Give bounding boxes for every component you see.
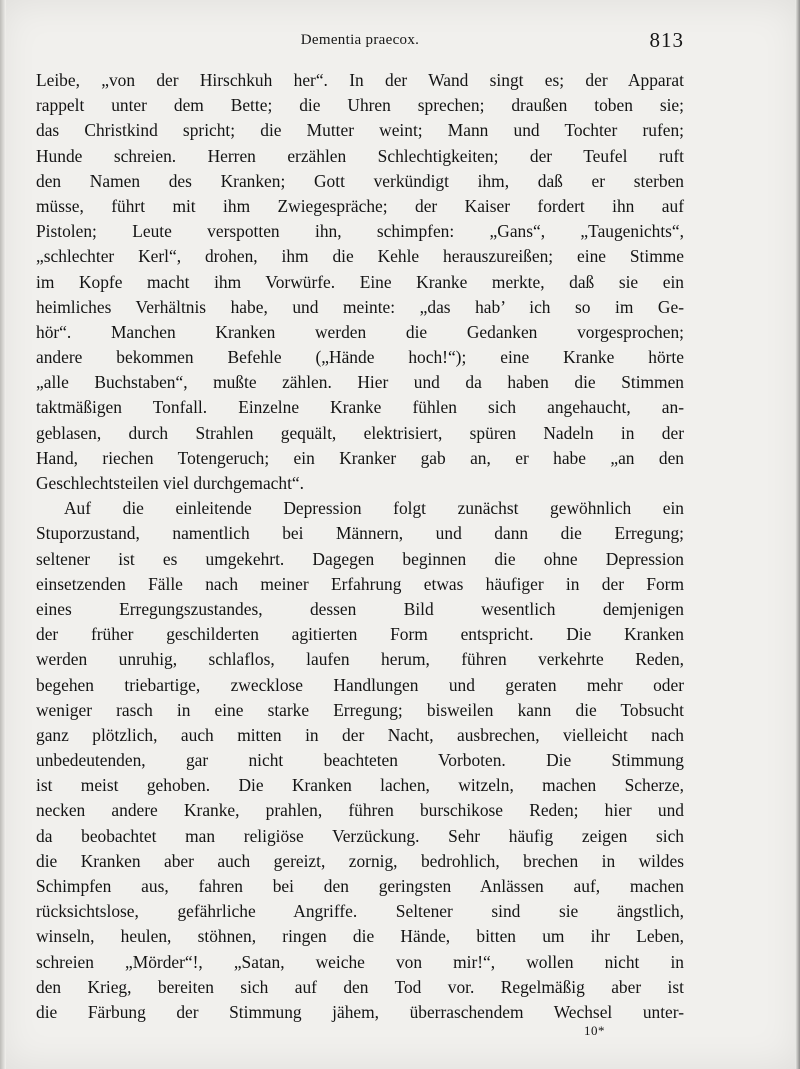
page-edge-right [795,0,800,1069]
text-line: der früher geschilderten agitierten Form entspricht. Die Kranken [36,624,684,645]
text-line: eines Erregungszustandes, dessen Bild wesentlich demjenigen [36,598,684,619]
page-edge-left [0,0,6,1069]
text-line: begehen triebartige, zwecklose Handlungen und geraten mehr oder [36,674,684,695]
text-line: Geschlechtsteilen viel durchgemacht“. [36,473,304,493]
text-line: ganz plötzlich, auch mitten in der Nacht, ausbrechen, vielleicht nach [36,724,684,745]
text-line: rappelt unter dem Bette; die Uhren sprechen; draußen toben sie; [36,95,684,116]
text-line: die Färbung der Stimmung jähem, überraschendem Wechsel unter- [36,1001,684,1022]
text-line: müsse, führt mit ihm Zwiegespräche; der Kaiser fordert ihn auf [36,195,684,216]
page-number: 813 [649,28,684,52]
text-line: „schlechter Kerl“, drohen, ihm die Kehle herauszureißen; eine Stimme [36,246,684,267]
paragraph [36,496,684,1025]
text-line: da beobachtet man religiöse Verzückung. Sehr häufig zeigen sich [36,825,684,846]
text-line: ist meist gehoben. Die Kranken lachen, witzeln, machen Scherze, [36,775,684,796]
text-line: Leibe, „von der Hirschkuh her“. In der Wand singt es; der Apparat [36,70,684,90]
text-line: unbedeutenden, gar nicht beachteten Vorboten. Die Stimmung [36,750,684,771]
text-line: Stuporzustand, namentlich bei Männern, und dann die Erregung; [36,523,684,544]
text-line: andere bekommen Befehle („Hände hoch!“); eine Kranke hörte [36,347,684,368]
text-line: Pistolen; Leute verspotten ihn, schimpfen: „Gans“, „Taugenichts“, [36,221,684,242]
running-head: Dementia praecox. [300,32,420,48]
text-line: Hand, riechen Totengeruch; ein Kranker gab an, er habe „an den [36,447,684,468]
text-line: die Kranken aber auch gereizt, zornig, bedrohlich, brechen in wildes [36,850,684,871]
text-line: Hunde schreien. Herren erzählen Schlechtigkeiten; der Teufel ruft [36,145,684,166]
signature-mark: 10* [584,1023,605,1038]
text-line: weniger rasch in eine starke Erregung; bisweilen kann die Tobsucht [36,699,684,720]
text-line: geblasen, durch Strahlen gequält, elektrisiert, spüren Nadeln in der [36,422,684,443]
text-line: winseln, heulen, stöhnen, ringen die Hände, bitten um ihr Leben, [36,926,684,947]
text-line: schreien „Mörder“!, „Satan, weiche von mir!“, wollen nicht in [36,951,684,972]
text-line: Schimpfen aus, fahren bei den geringsten Anlässen auf, machen [36,876,684,896]
text-line: werden unruhig, schlaflos, laufen herum, führen verkehrte Reden, [36,649,684,670]
text-line: „alle Buchstaben“, mußte zählen. Hier und da haben die Stimmen [36,372,684,393]
text-line: rücksichtslose, gefährliche Angriffe. Seltener sind sie ängstlich, [36,901,684,922]
text-line: heimliches Verhältnis habe, und meinte: „das hab’ ich so im Ge- [36,296,684,317]
text-line: necken andere Kranke, prahlen, führen burschikose Reden; hier und [36,800,684,821]
text-line: Auf die einleitende Depression folgt zunächst gewöhnlich ein [64,498,684,519]
text-line: taktmäßigen Tonfall. Einzelne Kranke fühlen sich angehaucht, an- [36,397,684,418]
text-line: hör“. Manchen Kranken werden die Gedanken vorgesprochen; [36,321,684,342]
text-line: das Christkind spricht; die Mutter weint; Mann und Tochter rufen; [36,120,684,141]
text-line: seltener ist es umgekehrt. Dagegen beginnen die ohne Depression [36,548,684,569]
page-header [36,28,684,58]
text-line: den Namen des Kranken; Gott verkündigt ihm, daß er sterben [36,170,684,191]
paragraph [36,68,684,496]
body-text [36,68,684,1025]
text-line: einsetzenden Fälle nach meiner Erfahrung etwas häufiger in der Form [36,573,684,594]
text-line: im Kopfe macht ihm Vorwürfe. Eine Kranke merkte, daß sie ein [36,271,684,292]
text-line: den Krieg, bereiten sich auf den Tod vor. Regelmäßig aber ist [36,976,684,997]
